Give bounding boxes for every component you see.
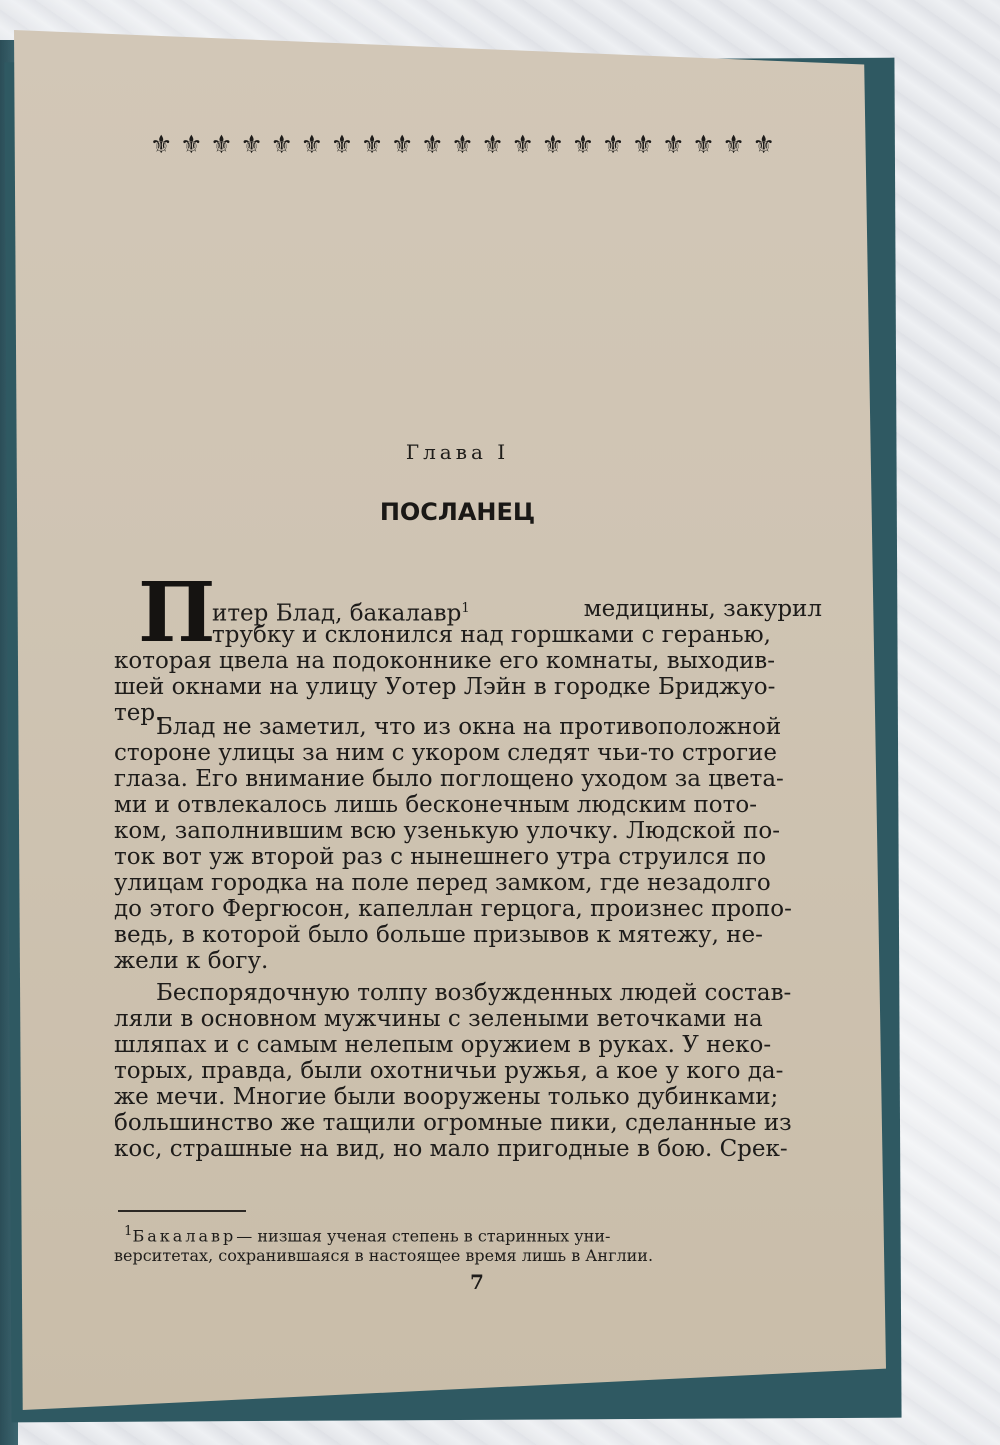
- line-1-end: медицины, закурил: [583, 596, 822, 622]
- fleur-de-lis-icon: ⚜: [180, 130, 203, 159]
- text-line-6: Блад не заметил, что из окна на противоположной: [156, 714, 782, 740]
- fleur-de-lis-icon: ⚜: [662, 130, 685, 159]
- fleur-de-lis-icon: ⚜: [300, 130, 324, 159]
- text-line-21: большинство же тащили огромные пики, сделанные из: [114, 1110, 792, 1136]
- fleur-de-lis-icon: ⚜: [330, 130, 354, 159]
- text-line-14: ведь, в которой было больше призывов к мятежу, не-: [114, 922, 763, 948]
- text-line-16: Беспорядочную толпу возбужденных людей состав-: [156, 980, 792, 1006]
- text-line-22: кос, страшные на вид, но мало пригодные в бою. Срек-: [114, 1136, 788, 1162]
- text-line-7: стороне улицы за ним с укором следят чьи-то строгие: [114, 740, 777, 766]
- fleur-de-lis-icon: ⚜: [511, 130, 534, 159]
- text-line-17: ляли в основном мужчины с зелеными веточками на: [114, 1006, 763, 1032]
- text-line-9: ми и отвлекалось лишь бесконечным людским пото-: [114, 792, 757, 818]
- page-number: 7: [470, 1270, 484, 1294]
- footnote-number: 1: [124, 1224, 133, 1239]
- fleur-de-lis-icon: ⚜: [632, 130, 655, 159]
- footnote-definition: — низшая ученая степень в старинных уни-: [236, 1226, 611, 1246]
- fleur-de-lis-icon: ⚜: [451, 130, 474, 159]
- fleur-de-lis-icon: ⚜: [541, 130, 565, 159]
- text-line-11: ток вот уж второй раз с нынешнего утра струился по: [114, 844, 767, 870]
- fleur-de-lis-icon: ⚜: [722, 130, 745, 159]
- text-line-8: глаза. Его внимание было поглощено уходом за цвета-: [114, 766, 784, 792]
- fleur-de-lis-ornament-row: [150, 130, 775, 160]
- fleur-de-lis-icon: ⚜: [270, 130, 293, 159]
- chapter-label: Глава I: [405, 440, 510, 464]
- line-1-text: итер Блад, бакалавр: [212, 600, 462, 627]
- fleur-de-lis-icon: ⚜: [391, 130, 414, 159]
- fleur-de-lis-icon: ⚜: [692, 130, 715, 159]
- text-line-12: улицам городка на поле перед замком, где незадолго: [114, 870, 771, 896]
- text-line-5: тер.: [114, 700, 163, 726]
- text-line-4: шей окнами на улицу Уотер Лэйн в городке Бриджуо-: [114, 674, 776, 700]
- fleur-de-lis-icon: ⚜: [240, 130, 263, 159]
- text-line-2: трубку и склонился над горшками с геранью,: [212, 622, 771, 648]
- chapter-title: ПОСЛАНЕЦ: [379, 498, 536, 526]
- text-line-3: которая цвела на подоконнике его комнаты, выходив-: [114, 648, 775, 674]
- footnote-term: Бакалавр: [132, 1226, 237, 1246]
- text-line-13: до этого Фергюсон, капеллан герцога, произнес пропо-: [114, 896, 792, 922]
- fleur-de-lis-icon: ⚜: [360, 130, 384, 159]
- fleur-de-lis-icon: ⚜: [150, 130, 173, 159]
- fleur-de-lis-icon: ⚜: [601, 130, 625, 159]
- footnote-marker-superscript: 1: [461, 601, 470, 616]
- drop-cap: П: [138, 565, 216, 661]
- footnote-divider: [118, 1210, 246, 1212]
- footnote-line-2: верситетах, сохранившаяся в настоящее время лишь в Англии.: [114, 1246, 654, 1265]
- fleur-de-lis-icon: ⚜: [571, 130, 595, 159]
- fleur-de-lis-icon: ⚜: [481, 130, 504, 159]
- text-line-20: же мечи. Многие были вооружены только дубинками;: [114, 1084, 779, 1110]
- text-line-10: ком, заполнившим всю узенькую улочку. Людской по-: [114, 818, 781, 844]
- text-line-15: жели к богу.: [114, 948, 269, 974]
- fleur-de-lis-icon: ⚜: [210, 130, 233, 159]
- fleur-de-lis-icon: ⚜: [752, 130, 775, 159]
- text-line-18: шляпах и с самым нелепым оружием в руках. У неко-: [114, 1032, 772, 1058]
- fleur-de-lis-icon: ⚜: [421, 130, 444, 159]
- text-line-19: торых, правда, были охотничьи ружья, а кое у кого да-: [114, 1058, 784, 1084]
